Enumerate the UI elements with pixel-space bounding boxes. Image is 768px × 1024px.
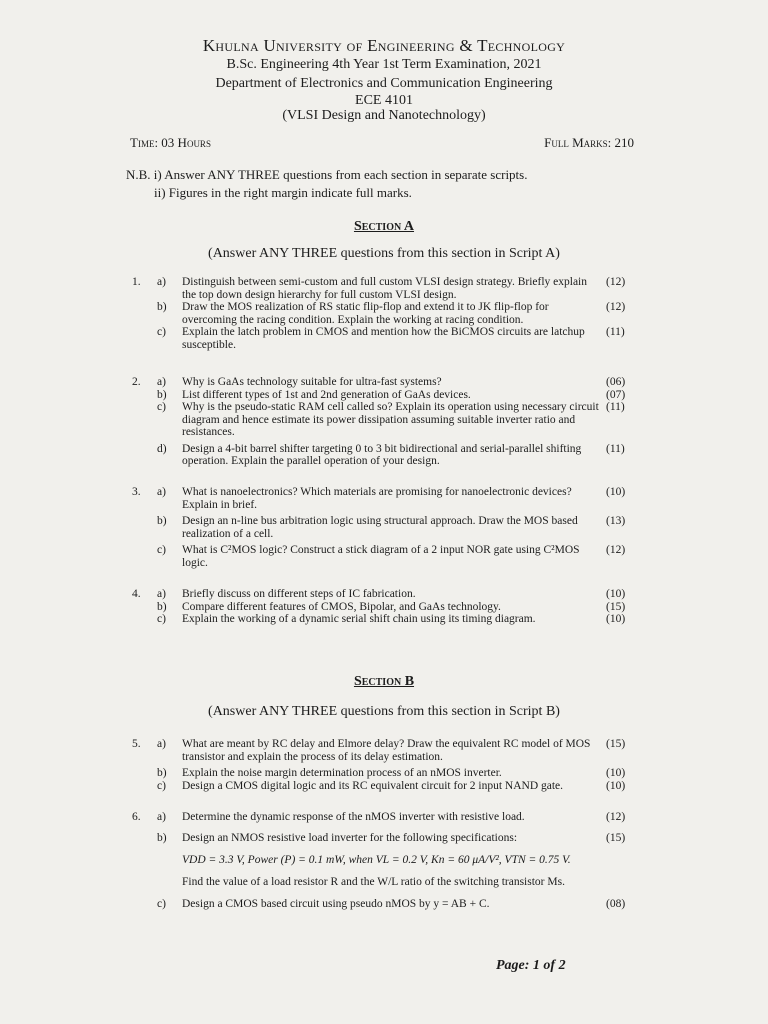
question-1 bbox=[0, 276, 768, 351]
question-part bbox=[0, 376, 768, 389]
part-marks: (10) bbox=[606, 588, 626, 600]
part-marks: (15) bbox=[606, 832, 626, 844]
part-marks: (11) bbox=[606, 442, 625, 455]
course-code: ECE 4101 bbox=[355, 93, 413, 108]
note-line-1: N.B. i) Answer ANY THREE questions from each section in separate scripts. bbox=[126, 167, 528, 182]
part-label: a) bbox=[157, 376, 166, 388]
full-marks: Full Marks: 210 bbox=[544, 135, 634, 150]
question-part bbox=[0, 601, 768, 614]
part-text: Design an NMOS resistive load inverter for the following specifications: bbox=[182, 832, 518, 844]
part-label: b) bbox=[157, 388, 167, 401]
part-label: b) bbox=[157, 515, 167, 527]
question-part bbox=[0, 613, 768, 626]
question-part bbox=[0, 897, 768, 911]
part-text: Find the value of a load resistor R and the W/L ratio of the switching transistor Ms. bbox=[182, 876, 565, 888]
part-text: Explain the latch problem in CMOS and mention how the BiCMOS circuits are latchup susceptible. bbox=[182, 326, 585, 351]
part-marks: (10) bbox=[606, 779, 626, 792]
question-4 bbox=[0, 588, 768, 626]
part-marks: (07) bbox=[606, 388, 626, 401]
question-5 bbox=[0, 738, 768, 792]
question-part bbox=[0, 831, 768, 845]
part-label: a) bbox=[157, 588, 166, 600]
university-name: Khulna University of Engineering & Technology bbox=[202, 36, 566, 55]
part-text: What are meant by RC delay and Elmore delay? Draw the equivalent RC model of MOS transistor and explain the process of its delay estimation. bbox=[182, 738, 591, 763]
note-line-2: ii) Figures in the right margin indicate full marks. bbox=[154, 185, 412, 200]
part-text: Design a CMOS based circuit using pseudo nMOS by y = AB + C. bbox=[182, 898, 490, 910]
part-label: c) bbox=[157, 401, 166, 413]
part-text: Determine the dynamic response of the nMOS inverter with resistive load. bbox=[182, 811, 525, 823]
question-number: 3. bbox=[132, 486, 141, 498]
course-title: (VLSI Design and Nanotechnology) bbox=[282, 108, 486, 123]
part-marks: (10) bbox=[606, 767, 626, 779]
part-text: Why is the pseudo-static RAM cell called so? Explain its operation using necessary circuit diagram and hence estimate its power dissipation assuming suitable inverter ratio and resistances. bbox=[182, 401, 599, 438]
part-label: b) bbox=[157, 301, 167, 313]
question-part bbox=[0, 515, 768, 540]
part-text: Draw the MOS realization of RS static flip-flop and extend it to JK flip-flop for overcoming the racing condition. Explain the working at racing condition. bbox=[182, 301, 549, 326]
question-part bbox=[0, 875, 768, 889]
question-6 bbox=[0, 810, 768, 911]
section-a-instruction: (Answer ANY THREE questions from this section in Script A) bbox=[208, 246, 560, 261]
question-part bbox=[0, 443, 768, 468]
question-number: 6. bbox=[132, 811, 141, 823]
question-part bbox=[0, 780, 768, 793]
part-label: a) bbox=[157, 738, 166, 750]
part-text: List different types of 1st and 2nd generation of GaAs devices. bbox=[182, 388, 471, 401]
question-part bbox=[0, 486, 768, 511]
instructions-note bbox=[126, 166, 646, 202]
part-text: Design an n-line bus arbitration logic using structural approach. Draw the MOS based realization of a cell. bbox=[182, 515, 578, 540]
part-text: Design a CMOS digital logic and its RC equivalent circuit for 2 input NAND gate. bbox=[182, 779, 564, 792]
part-label: c) bbox=[157, 613, 166, 625]
part-marks: (12) bbox=[606, 811, 626, 823]
part-marks: (12) bbox=[606, 544, 626, 556]
section-b-instruction: (Answer ANY THREE questions from this section in Script B) bbox=[208, 704, 560, 719]
question-number: 5. bbox=[132, 738, 141, 750]
part-text: Explain the working of a dynamic serial shift chain using its timing diagram. bbox=[182, 613, 536, 625]
part-text: Briefly discuss on different steps of IC fabrication. bbox=[182, 588, 416, 600]
question-part bbox=[0, 401, 768, 439]
question-number: 2. bbox=[132, 376, 141, 388]
part-marks: (11) bbox=[606, 401, 625, 413]
exam-title: B.Sc. Engineering 4th Year 1st Term Examination, 2021 bbox=[226, 57, 542, 72]
part-marks: (12) bbox=[606, 276, 626, 288]
exam-time: Time: 03 Hours bbox=[130, 135, 211, 150]
part-text: Design a 4-bit barrel shifter targeting 0 to 3 bit bidirectional and serial-parallel shifting operation. Explain the parallel operation of your design. bbox=[182, 442, 582, 467]
part-label: c) bbox=[157, 779, 166, 792]
question-number: 4. bbox=[132, 588, 141, 600]
question-part bbox=[0, 389, 768, 402]
question-part bbox=[0, 301, 768, 326]
part-marks: (11) bbox=[606, 326, 625, 338]
question-part bbox=[0, 544, 768, 569]
question-part bbox=[0, 326, 768, 351]
part-marks: (13) bbox=[606, 515, 626, 527]
question-part bbox=[0, 810, 768, 824]
part-label: c) bbox=[157, 326, 166, 338]
part-label: a) bbox=[157, 811, 166, 823]
part-label: c) bbox=[157, 898, 166, 910]
part-marks: (15) bbox=[606, 738, 626, 750]
part-label: a) bbox=[157, 276, 166, 288]
part-marks: (10) bbox=[606, 613, 626, 625]
part-text: What is C²MOS logic? Construct a stick diagram of a 2 input NOR gate using C²MOS logic. bbox=[182, 544, 580, 569]
department-name: Department of Electronics and Communication Engineering bbox=[215, 76, 553, 91]
question-part bbox=[0, 853, 768, 867]
question-2 bbox=[0, 376, 768, 468]
part-text: VDD = 3.3 V, Power (P) = 0.1 mW, when VL = 0.2 V, Kn = 60 μA/V², VTN = 0.75 V. bbox=[182, 854, 571, 866]
part-text: Why is GaAs technology suitable for ultra-fast systems? bbox=[182, 376, 442, 388]
section-b-title: Section B bbox=[353, 674, 415, 689]
question-number: 1. bbox=[132, 276, 141, 288]
part-label: b) bbox=[157, 767, 167, 779]
part-label: d) bbox=[157, 442, 167, 455]
part-text: Distinguish between semi-custom and full custom VLSI design strategy. Briefly explain the top down design hierarchy for full custom VLSI design. bbox=[182, 276, 587, 301]
part-marks: (06) bbox=[606, 376, 626, 388]
part-text: Compare different features of CMOS, Bipolar, and GaAs technology. bbox=[182, 600, 501, 613]
part-label: b) bbox=[157, 832, 167, 844]
part-marks: (15) bbox=[606, 600, 626, 613]
page-number: Page: 1 of 2 bbox=[496, 958, 566, 973]
part-label: a) bbox=[157, 486, 166, 498]
part-marks: (08) bbox=[606, 898, 626, 910]
part-marks: (10) bbox=[606, 486, 626, 498]
question-part bbox=[0, 767, 768, 780]
part-text: Explain the noise margin determination process of an nMOS inverter. bbox=[182, 767, 502, 779]
question-3 bbox=[0, 486, 768, 569]
question-part bbox=[0, 276, 768, 301]
question-part bbox=[0, 738, 768, 763]
section-a-title: Section A bbox=[353, 219, 415, 234]
part-label: b) bbox=[157, 600, 167, 613]
part-text: What is nanoelectronics? Which materials are promising for nanoelectronic devices? Explain in brief. bbox=[182, 486, 572, 511]
question-part bbox=[0, 588, 768, 601]
part-label: c) bbox=[157, 544, 166, 556]
part-marks: (12) bbox=[606, 301, 626, 313]
